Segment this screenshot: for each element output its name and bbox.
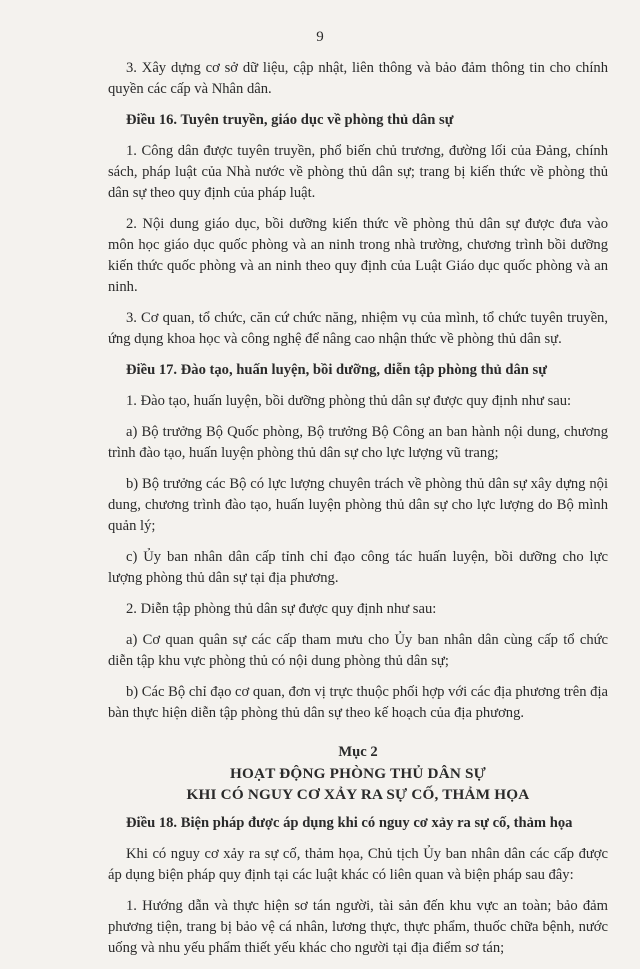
article-16-item-1: 1. Công dân được tuyên truyền, phổ biến chủ trương, đường lối của Đảng, chính sách, pháp luật của Nhà nước về phòng thủ dân sự; trang bị kiến thức về phòng thủ dân sự theo quy định của pháp luật. <box>108 143 608 201</box>
section-label: Mục 2 <box>338 744 378 760</box>
article-18-item-1: 1. Hướng dẫn và thực hiện sơ tán người, tài sản đến khu vực an toàn; bảo đảm phương tiện, trang bị bảo vệ cá nhân, lương thực, thực phẩm, thuốc chữa bệnh, nước uống và nhu yếu phẩm thiết yếu khác cho người tại địa điểm sơ tán; <box>108 898 608 956</box>
page-number: 9 <box>316 29 324 45</box>
section-heading <box>108 742 608 805</box>
article-17-title: Điều 17. Đào tạo, huấn luyện, bồi dưỡng, diễn tập phòng thủ dân sự <box>126 362 547 378</box>
article-16-title: Điều 16. Tuyên truyền, giáo dục về phòng thủ dân sự <box>126 112 454 128</box>
article-18-intro: Khi có nguy cơ xảy ra sự cố, thảm họa, Chủ tịch Ủy ban nhân dân các cấp được áp dụng biện pháp quy định tại các luật khác có liên quan và biện pháp sau đây: <box>108 846 608 883</box>
document-body <box>108 58 608 969</box>
article-18-title: Điều 18. Biện pháp được áp dụng khi có nguy cơ xảy ra sự cố, thảm họa <box>126 815 573 831</box>
article-17-item-2: 2. Diễn tập phòng thủ dân sự được quy định như sau: <box>126 601 437 617</box>
article-16-item-2: 2. Nội dung giáo dục, bồi dưỡng kiến thức về phòng thủ dân sự được đưa vào môn học giáo dục quốc phòng và an ninh trong nhà trường, chương trình bồi dưỡng kiến thức quốc phòng và an ninh theo quy định của Luật Giáo dục quốc phòng và an ninh. <box>108 216 608 295</box>
article-16-item-3: 3. Cơ quan, tổ chức, căn cứ chức năng, nhiệm vụ của mình, tổ chức tuyên truyền, ứng dụng khoa học và công nghệ để nâng cao nhận thức về phòng thủ dân sự. <box>108 310 608 347</box>
article-17-item-2a: a) Cơ quan quân sự các cấp tham mưu cho Ủy ban nhân dân cùng cấp tổ chức diễn tập khu vực phòng thủ có nội dung phòng thủ dân sự; <box>108 632 608 669</box>
article-17-item-1a: a) Bộ trưởng Bộ Quốc phòng, Bộ trưởng Bộ Công an ban hành nội dung, chương trình đào tạo, huấn luyện phòng thủ dân sự cho lực lượng vũ trang; <box>108 424 608 461</box>
article-17-item-2b: b) Các Bộ chỉ đạo cơ quan, đơn vị trực thuộc phối hợp với các địa phương trên địa bàn thực hiện diễn tập phòng thủ dân sự theo kế hoạch của địa phương. <box>108 684 608 721</box>
article-17-item-1b: b) Bộ trưởng các Bộ có lực lượng chuyên trách về phòng thủ dân sự xây dựng nội dung, chương trình đào tạo, huấn luyện phòng thủ dân sự cho lực lượng do Bộ mình quản lý; <box>108 476 608 534</box>
article-17-item-1: 1. Đào tạo, huấn luyện, bồi dưỡng phòng thủ dân sự được quy định như sau: <box>126 393 572 409</box>
section-title-line-1: HOẠT ĐỘNG PHÒNG THỦ DÂN SỰ <box>230 765 486 782</box>
paragraph-prev-item-3: 3. Xây dựng cơ sở dữ liệu, cập nhật, liên thông và bảo đảm thông tin cho chính quyền các cấp và Nhân dân. <box>108 60 608 97</box>
section-title-line-2: KHI CÓ NGUY CƠ XẢY RA SỰ CỐ, THẢM HỌA <box>186 786 530 803</box>
article-17-item-1c: c) Ủy ban nhân dân cấp tỉnh chỉ đạo công tác huấn luyện, bồi dưỡng cho lực lượng phòng thủ dân sự tại địa phương. <box>108 549 608 586</box>
